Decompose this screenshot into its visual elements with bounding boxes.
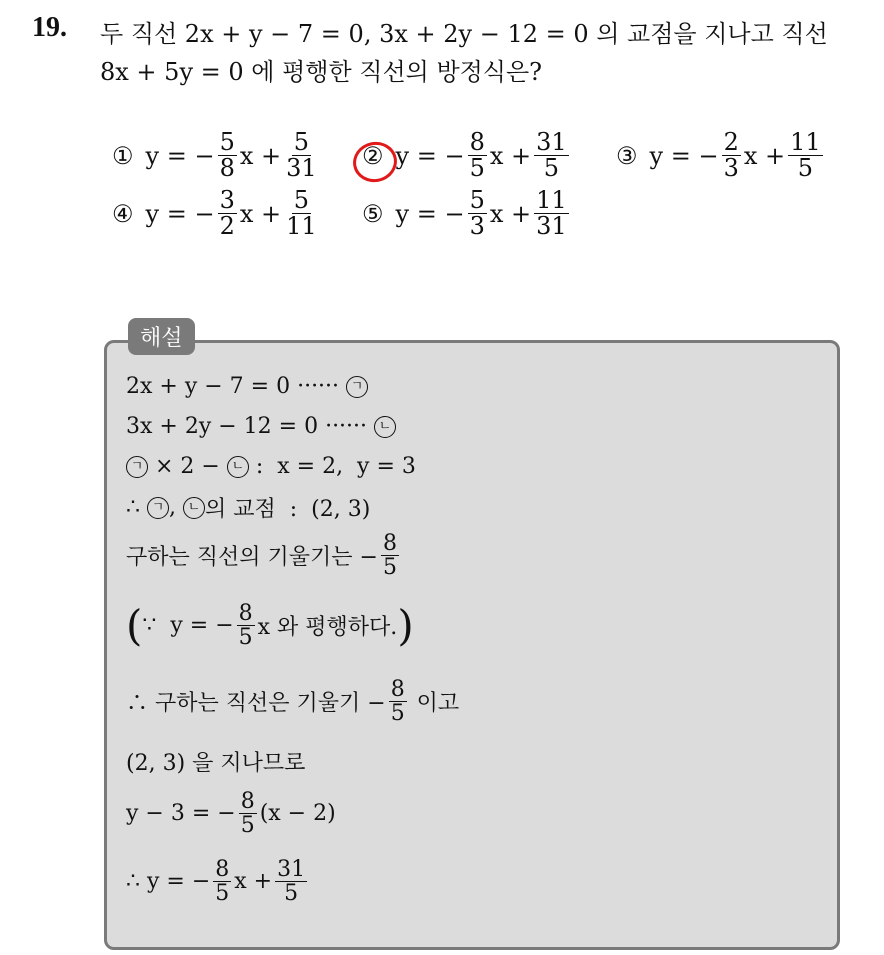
solution-line-9 [126, 790, 336, 837]
comma: , [169, 495, 183, 520]
option-2-mark: ② [362, 141, 384, 170]
solution-l5-text: 구하는 직선의 기울기는 − [126, 545, 378, 571]
solution-l7-num: 8 [390, 677, 405, 702]
solution-l6-frac [237, 602, 255, 649]
solution-tag: 해설 [128, 318, 195, 355]
option-3-frac2 [788, 130, 823, 181]
solution-l1-text: 2x + y − 7 = 0 ······ [126, 374, 340, 399]
option-3-n2: 11 [790, 128, 821, 156]
solution-l7-text: ∴ 구하는 직선은 기울기 − [126, 691, 386, 717]
solution-l5-den: 5 [382, 555, 397, 581]
option-4-d1: 2 [219, 212, 235, 241]
solution-l9-text: y − 3 = − [126, 801, 236, 827]
option-2-frac1 [468, 130, 487, 181]
solution-line-2 [126, 414, 396, 439]
solution-l4-text: 의 교점 : (2, 3) [205, 497, 371, 522]
option-4-prefix: y = − [145, 199, 215, 228]
solution-l6-num: 8 [238, 601, 253, 626]
solution-line-8: (2, 3) 을 지나므로 [126, 751, 306, 776]
solution-l9-frac [239, 790, 257, 837]
option-4-mark: ④ [112, 199, 134, 228]
option-4-d2: 11 [286, 212, 317, 241]
circled-nieun: ㄴ [374, 416, 396, 438]
option-4-frac2 [284, 188, 319, 239]
solution-l9-den: 5 [240, 813, 255, 839]
option-4-n2: 5 [293, 186, 310, 214]
solution-l7-frac [389, 678, 407, 725]
option-5-frac1 [468, 188, 487, 239]
solution-l6-den: 5 [238, 625, 253, 651]
solution-line-1 [126, 374, 368, 399]
solution-line-10 [126, 858, 310, 905]
option-5-n2: 11 [536, 186, 567, 214]
option-5[interactable] [362, 188, 572, 239]
circled-giyeok: ㄱ [126, 456, 148, 478]
option-5-frac2 [534, 188, 569, 239]
solution-l10-num1: 8 [215, 857, 230, 882]
option-4-n1: 3 [219, 186, 235, 214]
option-1-mark: ① [112, 141, 134, 170]
solution-l3-result: : x = 2, y = 3 [248, 454, 416, 479]
circled-giyeok: ㄱ [147, 497, 169, 519]
option-1-mid: x + [239, 141, 282, 170]
option-3-frac1 [722, 130, 741, 181]
question-number: 19. [32, 12, 67, 43]
option-5-d2: 31 [536, 212, 567, 241]
option-3-mark: ③ [616, 141, 638, 170]
solution-l7-tail: 이고 [409, 691, 460, 717]
option-2-n2: 31 [536, 128, 567, 156]
circled-nieun: ㄴ [183, 497, 205, 519]
question-text-line2: 8x + 5y = 0 에 평행한 직선의 방정식은? [100, 58, 543, 86]
solution-l10-den1: 5 [215, 881, 230, 907]
solution-line-5 [126, 532, 402, 579]
solution-l10-num2: 31 [277, 857, 306, 882]
circled-nieun: ㄴ [227, 456, 249, 478]
solution-l10-frac2 [275, 858, 307, 905]
solution-l9-num: 8 [240, 789, 255, 814]
solution-line-3 [126, 454, 416, 479]
therefore-symbol: ∴ [126, 495, 147, 520]
option-3[interactable] [616, 130, 826, 181]
solution-line-4 [126, 492, 370, 523]
option-2-d1: 5 [469, 154, 485, 183]
option-4[interactable] [112, 188, 322, 239]
option-2-frac2 [534, 130, 569, 181]
option-2-n1: 8 [469, 128, 485, 156]
option-5-d1: 3 [469, 212, 485, 241]
solution-l10-text: ∴ y = − [126, 869, 211, 895]
question-text-line1: 두 직선 2x + y − 7 = 0, 3x + 2y − 12 = 0 의 교점을 지나고 직선 [100, 20, 828, 48]
option-4-mid: x + [239, 199, 282, 228]
option-3-mid: x + [743, 141, 786, 170]
solution-line-6 [126, 602, 414, 649]
solution-l10-den2: 5 [284, 881, 299, 907]
solution-l9-tail: (x − 2) [259, 801, 336, 827]
option-4-frac1 [218, 188, 237, 239]
option-1-frac2 [284, 130, 319, 181]
circled-giyeok: ㄱ [346, 376, 368, 398]
option-3-n1: 2 [723, 128, 739, 156]
option-2-prefix: y = − [395, 141, 465, 170]
solution-l6-text: ∵ y = − [142, 613, 234, 639]
option-2-mid: x + [489, 141, 532, 170]
right-paren: ) [397, 600, 414, 650]
option-5-prefix: y = − [395, 199, 465, 228]
option-3-d1: 3 [723, 154, 739, 183]
option-1-d2: 31 [286, 154, 317, 183]
option-1-prefix: y = − [145, 141, 215, 170]
left-paren: ( [126, 600, 143, 650]
solution-l6-tail: x 와 평행하다. [257, 615, 398, 641]
option-3-prefix: y = − [649, 141, 719, 170]
option-2-d2: 5 [543, 154, 560, 183]
option-1-d1: 8 [219, 154, 235, 183]
solution-l7-den: 5 [390, 701, 405, 727]
option-5-mark: ⑤ [362, 199, 384, 228]
option-1-n2: 5 [293, 128, 310, 156]
option-5-mid: x + [489, 199, 532, 228]
solution-l2-text: 3x + 2y − 12 = 0 ······ [126, 414, 368, 439]
option-1[interactable] [112, 130, 322, 181]
option-1-frac1 [218, 130, 237, 181]
solution-l5-frac [381, 532, 399, 579]
solution-l10-frac1 [213, 858, 231, 905]
option-1-n1: 5 [219, 128, 235, 156]
solution-l3-op: × 2 − [155, 454, 220, 479]
solution-line-7 [126, 678, 459, 725]
solution-l10-mid: x + [234, 869, 273, 895]
solution-l5-num: 8 [382, 531, 397, 556]
option-5-n1: 5 [469, 186, 485, 214]
option-3-d2: 5 [797, 154, 814, 183]
